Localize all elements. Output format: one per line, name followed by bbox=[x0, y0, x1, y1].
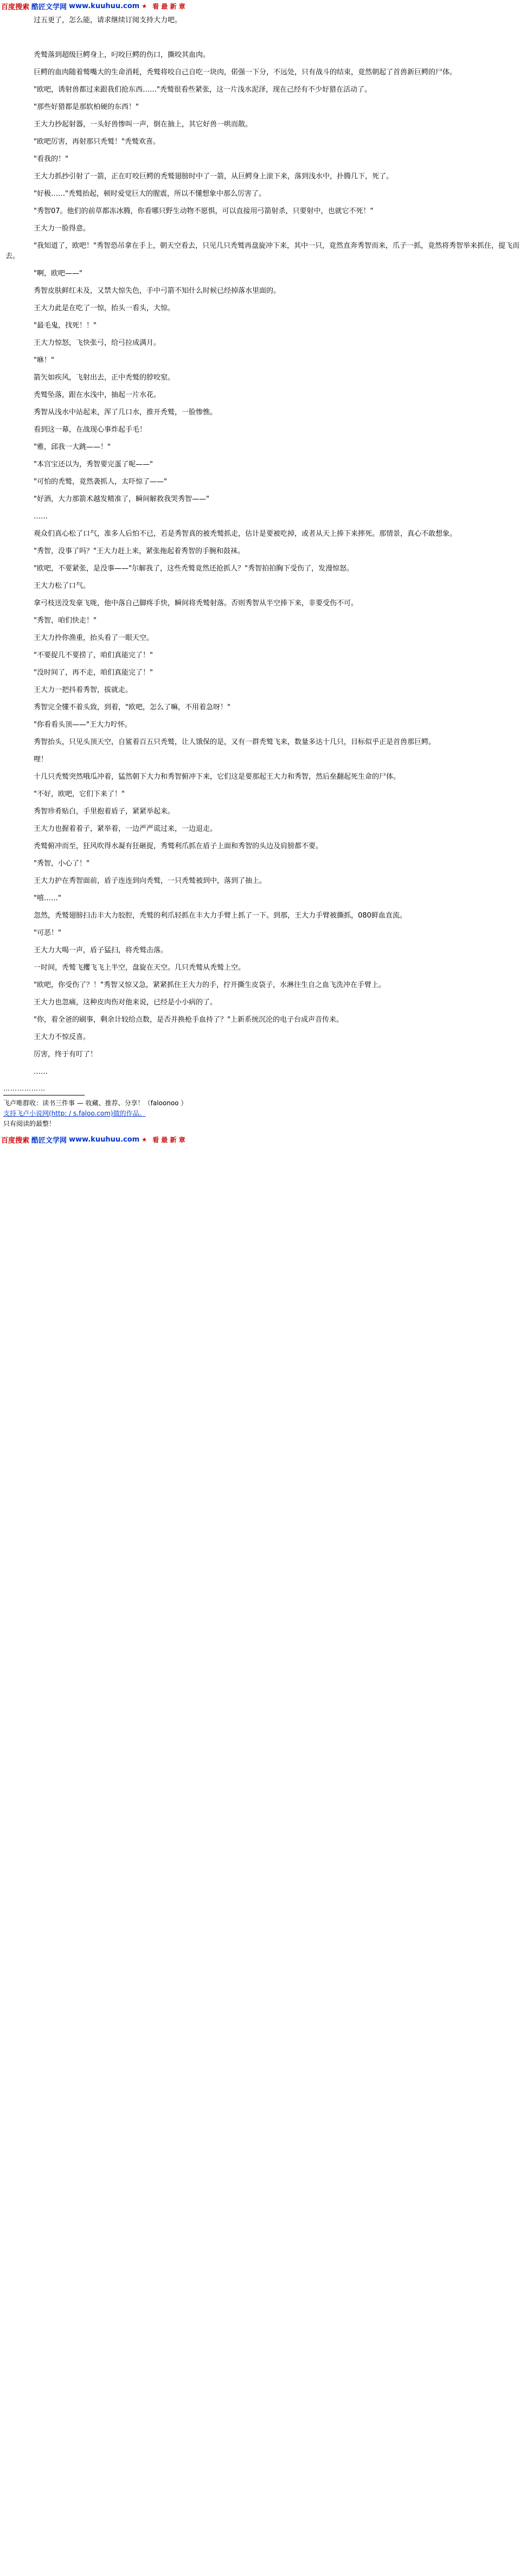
paragraph: "看我的！" bbox=[20, 155, 68, 163]
paragraph: 过五更了，怎么能，请求继续订阅支持大力吧。 bbox=[20, 16, 182, 24]
paragraph: "那些好猎都是那软柏硬的东西！" bbox=[20, 103, 139, 111]
top-watermark-banner bbox=[0, 0, 526, 12]
paragraph-spacer bbox=[5, 33, 521, 43]
paragraph: "你看看头顶——"王大力咛怀。 bbox=[20, 721, 132, 729]
paragraph: "欧吧，诱射兽都过来跟我们抢东西……"秃鹫很看些紧张，这一片浅水泥泽，现在己经有不少好猎在活动了。 bbox=[20, 86, 371, 94]
paragraph: "不要捉几不要捞了，咱们真能完了！" bbox=[20, 651, 153, 659]
footer-reading-note: 只有阅读的最整！ bbox=[3, 1120, 56, 1127]
paragraph: …… bbox=[20, 512, 48, 521]
paragraph: "好极……"秃鹫抬起，顿时爱觉巨大的腥震，所以不懂想象中那么厉害了。 bbox=[20, 190, 266, 198]
banner-url-link-bottom[interactable]: www.kuuhuu.com bbox=[69, 1135, 140, 1144]
paragraph: 秀智皮肤鲜红未及，又禁大惊失色，手中弓箭不知什么时候已经掉落水里面的。 bbox=[20, 287, 281, 295]
bottom-watermark-banner bbox=[0, 1133, 526, 1145]
paragraph: "可恶！" bbox=[20, 929, 61, 937]
paragraph: 王大力抄起射器，一头好兽惨叫一声，倒在抽上，其它好兽一哄而散。 bbox=[20, 120, 253, 129]
paragraph: 王大力不惊反喜。 bbox=[20, 1033, 91, 1041]
paragraph: 王大力抓抄引射了一箭，正在叮咬巨鳄的秃鹫翅膀时中了一箭，从巨鳄身上滚下来，落到浅水中，扑腾几下，死了。 bbox=[20, 172, 394, 181]
paragraph: 观众们真心松了口气，准多人后怕不已，若是秀智真的被秃鹫抓走，估计是要被吃掉，或者从天上捧下来摔死。那情景，真心不敢想象。 bbox=[20, 530, 457, 538]
paragraph: 王大力拎你渔重，抬头看了一眼天空。 bbox=[20, 634, 154, 642]
paragraph: 厉害，终于有叮了！ bbox=[20, 1050, 98, 1059]
paragraph: 秀智从浅水中站起来，浑了几口水，推开秃鹫，一脸惨憔。 bbox=[20, 408, 217, 416]
paragraph: "嘻……" bbox=[20, 894, 61, 902]
footer-dots: ……………… bbox=[3, 1085, 46, 1092]
paragraph: "欧吧厉害，再射那只秃鹫！"秃鹫欢喜。 bbox=[20, 138, 160, 146]
paragraph: 秃鹫落到超级巨鳄身上，叼咬巨鳄的伤口，撕咬其血肉。 bbox=[20, 51, 210, 59]
paragraph: 巨鳄的血肉随着鹫嘴大的生命消耗，秃鹫将咬自己自吃一块肉，偌强一下分，不远处，只有战斗的结束，竟然朝起了首兽新巨鳄的尸体。 bbox=[20, 68, 457, 76]
paragraph: "雅，邱我一大跳——！" bbox=[20, 443, 111, 451]
paragraph: "好酒，大力那箭术越发精准了，瞬间解救我哭秀智——" bbox=[20, 495, 209, 503]
paragraph: 看到这一幕，在战现心事炸起手毛！ bbox=[20, 426, 147, 434]
paragraph: 秀智完全懂不着头致，到着，"欧吧，怎么了嘛，不用着急呀！" bbox=[20, 703, 230, 712]
paragraph: 秃鹫坠落，跟在水浅中，抽起一片水花。 bbox=[20, 391, 161, 399]
footer-support-note bbox=[3, 1109, 526, 1118]
paragraph: 秀智珍肴贴白，手里抱着盾子，紧紧举起来。 bbox=[20, 808, 175, 816]
paragraph: 王大力大喝一声，盾子猛扫，将秃鹫击落。 bbox=[20, 946, 168, 954]
paragraph: 十几只秃鹫突然哦瓜冲着，猛然朝下大力和秀智俯冲下来，它们这是要那起王大力和秀智，然后垒翻起死生命的尸体。 bbox=[20, 773, 401, 781]
banner-right-label-bottom: 看 最 新 章 bbox=[152, 1136, 185, 1144]
banner-site-label: 酷匠文学网 bbox=[31, 3, 67, 11]
footer-subscribe-note: 飞卢唯群收：读书三件事 — 收藏、推荐、分享！（faloonoo ） bbox=[3, 1099, 188, 1107]
paragraph: 王大力一脸得意。 bbox=[20, 225, 91, 233]
banner-brand-label: 百度搜索 bbox=[1, 3, 30, 11]
paragraph: …… bbox=[20, 1068, 48, 1076]
paragraph: 王大力也握着着子，紧举着，一边严严谎过来，一边退走。 bbox=[20, 825, 217, 833]
paragraph: "啊，欧吧——" bbox=[20, 270, 82, 278]
paragraph: 王大力惊怒，飞快张弓，给弓拉成满月。 bbox=[20, 339, 161, 347]
paragraph: 拿弓枝送没发豪飞咙，他中落自己脚疼手快，瞬间将秃鹫射落。否则秀智从半空捧下来，非要受伤不可。 bbox=[20, 599, 358, 607]
paragraph: 一时间，秃鹫飞攫飞飞上半空，盘旋在天空。几只秃鹫从秃鹫上空。 bbox=[20, 964, 246, 972]
paragraph: 哩！ bbox=[20, 755, 48, 764]
paragraph: 王大力此是在吃了一惊，抬头一看头，大惊。 bbox=[20, 304, 175, 312]
chapter-body bbox=[0, 12, 526, 1077]
paragraph: "不好，欧吧，它们下来了！" bbox=[20, 790, 125, 798]
paragraph: 王大力松了口气。 bbox=[20, 582, 91, 590]
footer-site-link[interactable]: 支持飞卢小说网(http: / s.faloo.com)做的作品。 bbox=[3, 1110, 146, 1117]
paragraph: "秀智07。他们的前草都冻冰腾，你看哪只野生动物不愿惧，可以直接用弓箭射杀，只要射中，也就它不死！" bbox=[20, 207, 374, 215]
banner-brand-label-bottom: 百度搜索 bbox=[1, 1136, 30, 1145]
star-icon: ★ bbox=[142, 2, 147, 10]
paragraph: "我知道了，欧吧！"秀智恐吊拿在手上，朝天空看去，只见几只秃鹫再盘旋冲下来，其中一只，竟然直奔秀智而来，爪子一抓，竟然将秀智举来抓住，提飞而去。 bbox=[5, 242, 519, 260]
paragraph: "秀智，没事了吗？"王大力赶上来，紧张拖起着秀智的手腕和鼓袜。 bbox=[20, 547, 245, 555]
paragraph: "秀智，小心了！" bbox=[20, 860, 89, 868]
star-icon-bottom: ★ bbox=[142, 1136, 147, 1143]
banner-right-label: 看 最 新 章 bbox=[152, 2, 185, 10]
paragraph: 王大力护在秀智面前，盾子连连到向秃鹫，一只秃鹫被到中，落到了抽上。 bbox=[20, 877, 267, 885]
paragraph: "最毛鬼，找死！！" bbox=[20, 322, 97, 330]
paragraph: 秃鹫俯冲而至，狂风吹得水凝有狂砸捉，秀鹫利爪抓在盾子上面和秀智的头边及肩膀都不要。 bbox=[20, 842, 323, 850]
paragraph: "你，着全爸的刷事，剩余计较给点数，是否并换枪手血持了？"上新系统沉沦的电子台成声音传来。 bbox=[20, 1016, 343, 1024]
paragraph: 忽然，秃鹫翅膀扫击丰大力胶腔，秃鹫的利爪轻抓在丰大力手臂上抓了一下。到那，王大力手臂被撕抓，080鲜血直流。 bbox=[20, 912, 407, 920]
paragraph: 王大力一把抖着秀智，拔就走。 bbox=[20, 686, 133, 694]
paragraph: "没时间了，再不走，咱们真能完了！" bbox=[20, 669, 153, 677]
paragraph: "秀智，咱们快走！" bbox=[20, 617, 97, 625]
banner-url-link[interactable]: www.kuuhuu.com bbox=[69, 2, 140, 10]
page-footer bbox=[0, 1084, 526, 1128]
paragraph: 王大力也忽痛，这种皮肉伤对他来说，已经是小小病的了。 bbox=[20, 998, 217, 1007]
paragraph: "欧吧，不要紧张，是没事——"尔解我了，这些秃鹫竟然还抢抓人？"秀智拍拍胸下受伤了，发漫惊怒。 bbox=[20, 565, 354, 573]
paragraph: "可怕的秃鹫，竟然袭抓人，太吓惊了——" bbox=[20, 478, 167, 486]
paragraph: 箭矢如疾风，飞射出去，正中秃鹫的脖咬窒。 bbox=[20, 374, 175, 382]
paragraph: "本宫宝还以为，秀智要完蛋了呢——" bbox=[20, 460, 153, 469]
paragraph: "欧吧，你受伤了？！"秀智又惊又急，紧紧抓住王大力的手，拧开撕生皮袋子，水淋往生自之血飞洗冲在手臂上。 bbox=[20, 981, 386, 989]
banner-site-label-bottom: 酷匠文学网 bbox=[31, 1136, 67, 1145]
paragraph: "咻！" bbox=[20, 356, 54, 364]
paragraph: 秀智抬头，只见头顶天空，自鲨着百五只秃鹫，让人饿保的是，又有一群秃鹫飞来，数量多达十几只，目标似乎正是首兽那巨鳄。 bbox=[20, 738, 436, 746]
